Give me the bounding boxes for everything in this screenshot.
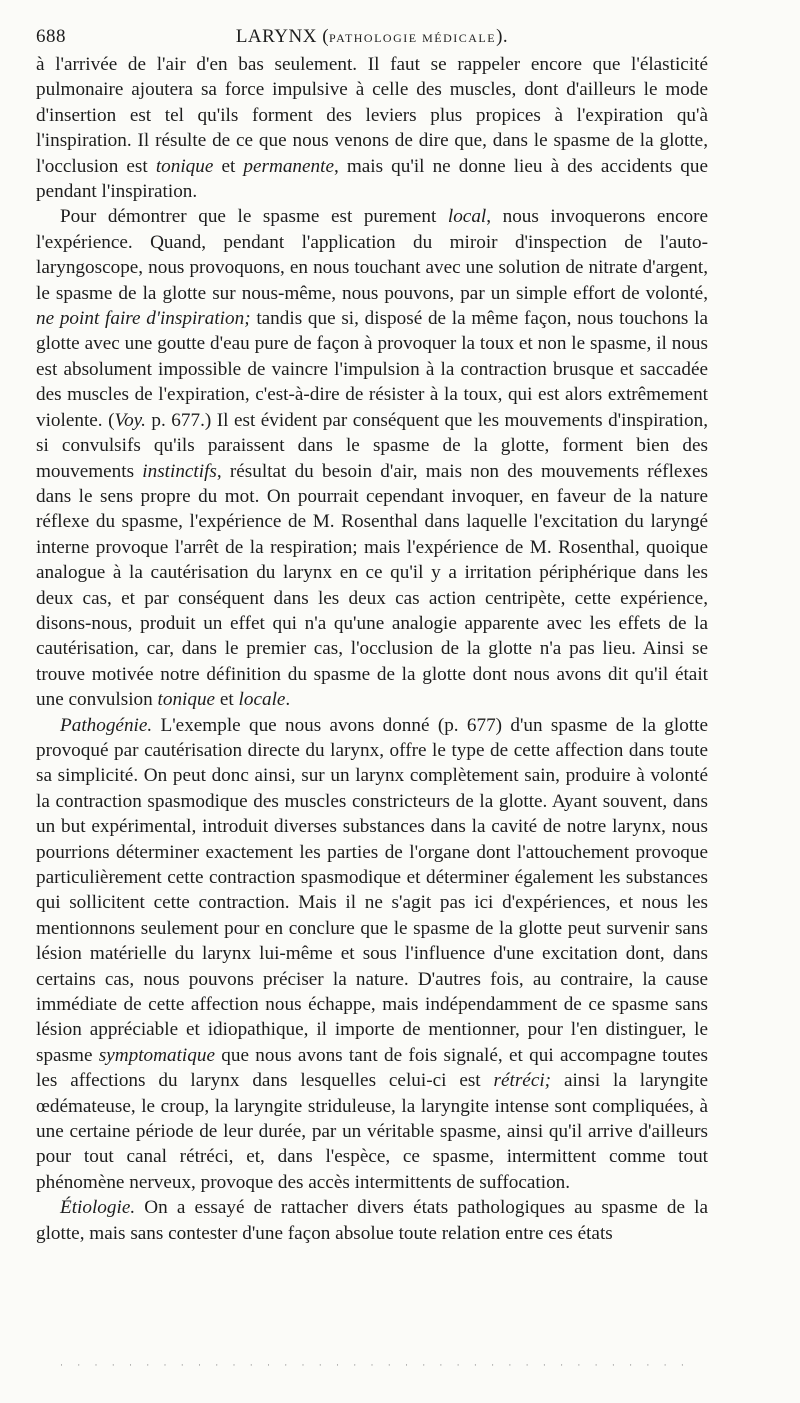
italic-text: Étiologie. — [60, 1197, 136, 1219]
text-run: que nous avons tant de fois signalé, et qui accompagne toutes les affections du larynx dans lesquelles celui-ci est — [36, 1044, 708, 1092]
bleed-through-dots: · · · · · · · · · · · · · · · · · · · · · · · · · · · · · · · · · · · · · — [60, 1360, 690, 1370]
paragraph — [36, 52, 708, 204]
text-run: . — [285, 689, 291, 711]
italic-text: local — [447, 206, 487, 228]
text-run: et — [215, 689, 239, 711]
page — [36, 26, 708, 1246]
italic-text: tonique — [155, 155, 214, 177]
text-run: Pour démontrer que le spasme est purement — [60, 206, 448, 228]
italic-text: rétréci; — [493, 1070, 552, 1092]
italic-text: permanente — [243, 155, 334, 177]
text-run: p. 677.) Il est évident par conséquent que les mouvements d'inspiration, si convulsifs qu'ils paraissent dans le spasme de la glotte, forment bien des mouvements — [36, 409, 708, 482]
paragraph — [36, 204, 708, 712]
text-run: ainsi la laryngite œdémateuse, le croup, la laryngite striduleuse, la laryngite intense sont compliquées, à une certaine période de leur durée, par un véritable spasme, ainsi qu'il arrive d'ailleurs pour tout canal rétréci, et, dans l'espèce, ce spasme, intermittent comme tout phénomène nerveux, provoque des accès intermittents de suffocation. — [36, 1070, 708, 1193]
text-run: tandis que si, disposé de la même façon, nous touchons la glotte avec une goutte d'eau pure de façon à provoquer la toux et non le spasme, il nous est absolument impossible de vaincre l'impulsion à la contraction brusque et saccadée des muscles de l'expiration, c'est-à-dire de résister à la toux, qui est alors extrêmement violente. ( — [36, 308, 708, 431]
italic-text: instinctifs — [142, 460, 217, 482]
text-run: et — [213, 155, 244, 177]
running-title-subject: PATHOLOGIE MÉDICALE — [329, 31, 497, 45]
text-run: , mais qu'il ne donne lieu à des accidents que pendant l'inspiration. — [36, 155, 709, 203]
paragraph — [36, 713, 708, 1196]
italic-text: Voy. — [114, 409, 146, 431]
running-title — [36, 26, 708, 48]
text-run: à l'arrivée de l'air d'en bas seulement. Il faut se rappeler encore que l'élasticité pulmonaire ajoutera sa force impulsive à celle des muscles, dont d'ailleurs le mode d'insertion est tel qu'ils forment des leviers plus propices à l'expiration qu'à l'inspiration. Il résulte de ce que nous venons de dire que, dans le spasme de la glotte, l'occlusion est — [36, 54, 708, 177]
italic-text: Pathogénie. — [60, 714, 153, 736]
paragraph — [36, 1195, 708, 1246]
text-run: On a essayé de rattacher divers états pathologiques au spasme de la glotte, mais sans contester d'une façon absolue toute relation entre ces états — [36, 1197, 708, 1244]
running-title-main: LARYNX ( — [235, 26, 330, 47]
text-run: , résultat du besoin d'air, mais non des mouvements réflexes dans le sens propre du mot. On pourrait cependant invoquer, en faveur de la nature réflexe du spasme, l'expérience de M. Rosenthal dans laquelle l'excitation du laryngé interne provoque l'arrêt de la respiration; mais l'expérience de M. Rosenthal, quoique analogue à la cautérisation du larynx en ce qu'il y a irritation périphérique dans les deux cas, et par conséquent dans les deux cas action centripète, cette expérience, disons-nous, produit un effet qui n'a qu'une analogie apparente avec les effets de la cautérisation, car, dans le premier cas, l'occlusion de la glotte n'a pas lieu. Ainsi se trouve motivée notre définition du spasme de la glotte dont nous avons dit qu'il était une convulsion — [36, 460, 708, 711]
running-title-close: ). — [496, 26, 509, 47]
italic-text: tonique — [157, 689, 216, 711]
running-header — [36, 26, 708, 52]
italic-text: symptomatique — [98, 1044, 215, 1066]
page-number: 688 — [36, 26, 66, 47]
italic-text: locale — [238, 689, 286, 711]
italic-text: ne point faire d'inspiration; — [36, 308, 251, 330]
text-run: L'exemple que nous avons donné (p. 677) d'un spasme de la glotte provoqué par cautérisation directe du larynx, offre le type de cette affection dans toute sa simplicité. On peut donc ainsi, sur un larynx complètement sain, produire à volonté la contraction spasmodique des muscles constricteurs de la glotte. Ayant souvent, dans un but expérimental, introduit diverses substances dans la cavité de notre larynx, nous pourrions déterminer exactement les parties de l'organe dont l'attouchement provoque particulièrement cette contraction spasmodique et déterminer également les substances qui sollicitent cette contraction. Mais il ne s'agit pas ici d'expériences, et nous les mentionnons seulement pour en conclure que le spasme de la glotte peut survenir sans lésion matérielle du larynx lui-même et sous l'influence d'une excitation dont, dans certains cas, nous pouvons préciser la nature. D'autres fois, au contraire, la cause immédiate de cette affection nous échappe, mais indépendamment de ce spasme sans lésion appréciable et idiopathique, il importe de mentionner, pour l'en distinguer, le spasme — [36, 714, 708, 1066]
text-run: , nous invoquerons encore l'expérience. Quand, pendant l'application du miroir d'inspection de l'auto-laryngoscope, nous provoquons, en nous touchant avec une solution de nitrate d'argent, le spasme de la glotte sur nous-même, nous pouvons, par un simple effort de volonté, — [36, 206, 708, 304]
body-text — [36, 52, 708, 1246]
